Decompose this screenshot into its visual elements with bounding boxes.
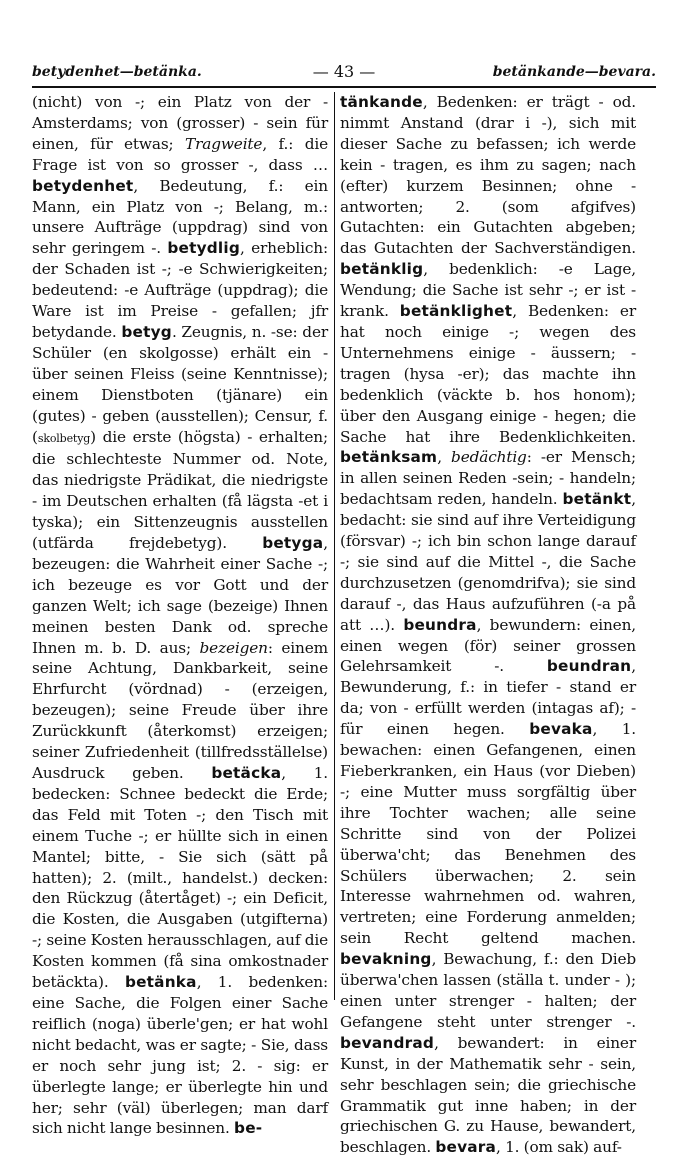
headword: beundran — [546, 657, 632, 676]
headword: bevara — [435, 1138, 497, 1157]
page-number: — 43 — — [312, 62, 376, 81]
italic-term: bezeigen — [199, 638, 268, 657]
column-right-text — [340, 92, 636, 1158]
small-annotation: skolbetyg — [37, 431, 91, 445]
headword: betyg — [121, 322, 172, 341]
entry-text: , Bedeutung, f.: ein Mann, ein Platz von -; Belang, m.: unsere Aufträge (uppdrag) sind von sehr geringem -. — [32, 176, 328, 258]
headword: bevakning — [340, 950, 432, 969]
page-header — [32, 60, 656, 88]
entry-text: , bewundern: einen, einen wegen (för) seiner grossen Gelehrsamkeit -. — [340, 615, 636, 676]
headword: betänka — [124, 973, 197, 992]
entry-text: , Bedenken: er trägt - od. nimmt Anstand (drar i -), sich mit dieser Sache zu befassen; ich werde kein - tragen, es ihm zu sagen; nach (efter) kurzem Besinnen; ohne - antworten; 2. (som afgifves) Gutachten: ein Gutachten abgeben; das Gutachten der Sachverständigen. — [340, 93, 636, 258]
running-head-left: betydenhet—betänka. — [32, 64, 202, 80]
entry-text: , 1. bewachen: einen Gefangenen, einen Fieberkranken, ein Haus (vor Dieben) -; eine Mutter muss sorgfältig über ihre Tochter wachen; alle seine Schritte sind von der Polizei überwa'cht; das Benehmen des Schülers überwachen; 2. sein Interesse wahrnehmen od. wahren, vertreten; eine Forderung anmelden; sein Recht geltend machen. — [340, 720, 636, 948]
headword: betänklig — [340, 260, 424, 279]
entry-text: , bedacht: sie sind auf ihre Verteidigung (försvar) -; ich bin schon lange darauf -; sie sind auf die Mittel -, die Sache durchzusetzen (genomdrifva); sie sind darauf -, das Haus aufzuführen (-a på att …). — [340, 490, 636, 634]
entry-text: ) die erste (högsta) - erhalten; die schlechteste Nummer od. Note, das niedrigste Prädikat, die niedrigste - im Deutschen erhalten (få lägsta -et i tyska); ein Sittenzeugnis ausstellen (utfärda frejdebetyg). — [32, 427, 328, 553]
column-divider — [334, 92, 335, 1000]
headword: bevandrad — [340, 1033, 435, 1052]
headword: beundra — [403, 615, 477, 634]
italic-term: Tragweite — [185, 134, 263, 153]
headword: tänkande — [340, 93, 423, 111]
headword: betydlig — [167, 239, 240, 258]
entry-text: : -er Mensch; in allen seinen Reden -sein; - handeln; bedachtsam reden, handeln. — [340, 448, 636, 509]
entry-text: , bedenklich: -e Lage, Wendung; die Sache ist sehr -; er ist - krank. — [340, 260, 636, 321]
entry-text: : einem seine Achtung, Dankbarkeit, seine Ehrfurcht (vördnad) - (erzeigen, bezeugen); seine Freude über ihre Zurückkunft (återkomst) erzeigen; seiner Zufriedenheit (tillfredsställelse) Ausdruck geben. — [32, 638, 329, 782]
headword: betänkt — [562, 490, 632, 509]
entry-text: , 1. (om sak) auf- — [496, 1138, 622, 1157]
column-left-text — [32, 92, 328, 1139]
headword: betäcka — [211, 764, 282, 782]
entry-text: , — [437, 448, 452, 467]
entry-text: (nicht) von -; ein Platz von der - Amsterdams; von (grosser) - sein für einen, für etwas; — [32, 93, 328, 153]
italic-term: bedächtig — [451, 448, 527, 467]
headword: betänksam — [340, 448, 438, 467]
entry-text: , 1. bedecken: Schnee bedeckt die Erde; das Feld mit Toten -; den Tisch mit einem Tuche -; er hüllte sich in einen Mantel; bitte, - Sie sich (sätt på hatten); 2. (milt., handelst.) decken: den Rückzug (återtåget) -; ein Deficit, die Kosten, die Ausgaben (utgifterna) -; seine Kosten herausschlagen, auf die Kosten kommen (få sina omkostnader betäckta). — [32, 764, 328, 992]
entry-text: , Bedenken: er hat noch einige -; wegen des Unternehmens einige - äussern; - tragen (hysa -er); das machte ihn bedenklich (väckte b. hos honom); über den Ausgang einige - hegen; die Sache hat ihre Bedenklichkeiten. — [340, 302, 636, 446]
headword: bevaka — [529, 720, 593, 739]
entry-text: , 1. bedenken: eine Sache, die Folgen einer Sache reiflich (noga) überle'gen; er hat wohl nicht bedacht, was er sagte; - Sie, dass er noch sehr jung ist; 2. - sig: er überlegte lange; er überlegte hin und her; sehr (väl) überlegen; man darf sich nicht lange besinnen. — [32, 973, 328, 1138]
headword: betydenhet — [32, 176, 134, 195]
entry-text: . Zeugnis, n. -se: der Schüler (en skolgosse) erhält ein - über seinen Fleiss (seine Kenntnisse); einem Dienstboten (tjänare) ein (gutes) - geben (ausstellen); Censur, f. ( — [32, 322, 329, 446]
running-head-right: betänkande—bevara. — [492, 64, 656, 80]
column-left — [32, 92, 328, 1139]
entry-text: , f.: die Frage ist von so grosser -, dass … — [32, 134, 328, 174]
entry-text: , Bewachung, f.: den Dieb überwa'chen lassen (ställa t. under - ); einen unter strenger - halten; der Gefangene steht unter strenger -. — [340, 950, 636, 1031]
column-right — [340, 92, 636, 1158]
entry-text: , bezeugen: die Wahrheit einer Sache -; ich bezeuge es vor Gott und der ganzen Welt; ich sage (bezeige) Ihnen meinen besten Dank od. spreche Ihnen m. b. D. aus; — [32, 534, 328, 657]
headword: betyga — [262, 534, 324, 553]
entry-text: , bewandert: in einer Kunst, in der Mathematik sehr - sein, sehr beschlagen sein; die griechische Grammatik gut inne haben; in der griechischen G. zu Hause, bewandert, beschlagen. — [340, 1033, 636, 1157]
entry-text: , Bewunderung, f.: in tiefer - stand er da; von - erfüllt werden (intagas af); - für einen hegen. — [340, 657, 636, 739]
entry-text: , erheblich: der Schaden ist -; -e Schwierigkeiten; bedeutend: -e Aufträge (uppdrag); die Ware ist im Preise - gefallen; jfr betydande. — [32, 239, 328, 341]
headword: be- — [234, 1119, 263, 1138]
headword: betänklighet — [399, 302, 513, 321]
